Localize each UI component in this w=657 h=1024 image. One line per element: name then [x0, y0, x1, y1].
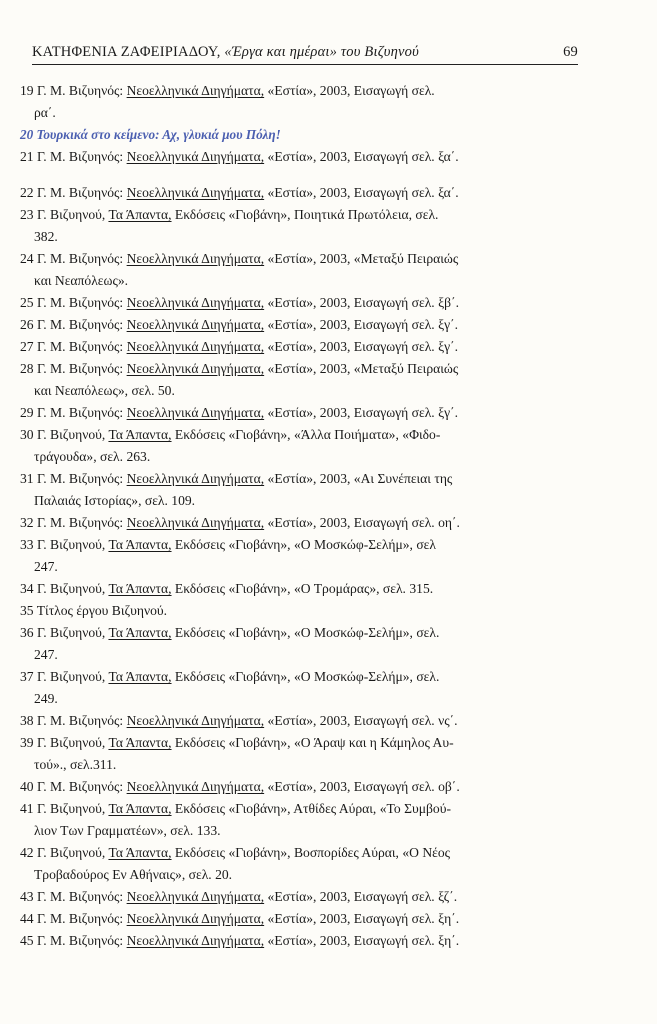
- footnote-citation: Εκδόσεις «Γιοβάνη», «Ο Μοσκώφ-Σελήμ», σελ: [171, 537, 436, 552]
- footnote-19: [20, 80, 568, 124]
- footnote-number: 20: [20, 127, 37, 142]
- footnote-author: Γ. Βιζυηνού,: [37, 735, 109, 750]
- footnote-citation: «Εστία», 2003, Εισαγωγή σελ. ξγ΄.: [264, 405, 459, 420]
- footnote-citation: «Εστία», 2003, Εισαγωγή σελ. ξγ΄.: [264, 339, 459, 354]
- footnote-citation: «Εστία», 2003, Εισαγωγή σελ. νς΄.: [264, 713, 458, 728]
- footnote-citation: Εκδόσεις «Γιοβάνη», «Ο Μοσκώφ-Σελήμ», σελ.: [171, 625, 440, 640]
- footnote-continuation: 382.: [34, 229, 58, 244]
- footnote-book-title: Νεοελληνικά Διηγήματα,: [126, 779, 265, 794]
- footnote-continuation: Τροβαδούρος Εν Αθήναις», σελ. 20.: [34, 867, 233, 882]
- footnote-citation: «Εστία», 2003, Εισαγωγή σελ. ξα΄.: [264, 185, 459, 200]
- footnote-continuation: τού»., σελ.311.: [34, 757, 117, 772]
- footnote-number: 33: [20, 537, 37, 552]
- footnote-citation: «Εστία», 2003, Εισαγωγή σελ.: [264, 83, 435, 98]
- footnote-citation: «Εστία», 2003, Εισαγωγή σελ. οη΄.: [264, 515, 460, 530]
- running-header: [32, 44, 578, 61]
- footnote-author: Γ. Βιζυηνού,: [37, 537, 109, 552]
- footnote-number: 24: [20, 251, 37, 266]
- footnote-author: Γ. Μ. Βιζυηνός:: [37, 317, 127, 332]
- footnote-author: Γ. Μ. Βιζυηνός:: [37, 779, 127, 794]
- footnote-37: [20, 666, 568, 710]
- footnote-author: Γ. Μ. Βιζυηνός:: [37, 405, 127, 420]
- footnote-number: 34: [20, 581, 37, 596]
- footnote-number: 35: [20, 603, 37, 618]
- footnote-number: 19: [20, 83, 37, 98]
- footnote-number: 25: [20, 295, 37, 310]
- footnote-number: 22: [20, 185, 37, 200]
- footnote-book-title: Τα Άπαντα,: [108, 207, 172, 222]
- footnote-24: [20, 248, 568, 292]
- header-work-title: «Έργα και ημέραι» του Βιζυηνού: [224, 44, 419, 60]
- footnote-42: [20, 842, 568, 886]
- footnote-28: [20, 358, 568, 402]
- footnote-author: Γ. Μ. Βιζυηνός:: [37, 911, 127, 926]
- footnote-number: 39: [20, 735, 37, 750]
- footnote-20: [20, 124, 568, 146]
- footnote-book-title: Νεοελληνικά Διηγήματα,: [126, 361, 265, 376]
- footnote-author: Γ. Βιζυηνού,: [37, 625, 109, 640]
- footnote-book-title: Νεοελληνικά Διηγήματα,: [126, 149, 265, 164]
- footnote-number: 32: [20, 515, 37, 530]
- footnote-25: [20, 292, 568, 314]
- footnote-34: [20, 578, 568, 600]
- footnote-author: Γ. Βιζυηνού,: [37, 207, 109, 222]
- footnote-citation: «Εστία», 2003, Εισαγωγή σελ. ξβ΄.: [264, 295, 459, 310]
- footnote-number: 28: [20, 361, 37, 376]
- footnote-continuation: ρα΄.: [34, 105, 56, 120]
- footnote-author: Γ. Βιζυηνού,: [37, 845, 109, 860]
- footnote-continuation: λιον Των Γραμματέων», σελ. 133.: [34, 823, 221, 838]
- footnote-31: [20, 468, 568, 512]
- footnote-number: 45: [20, 933, 37, 948]
- footnote-29: [20, 402, 568, 424]
- footnote-citation: Εκδόσεις «Γιοβάνη», Ποιητικά Πρωτόλεια, σελ.: [171, 207, 439, 222]
- footnote-number: 27: [20, 339, 37, 354]
- footnote-author: Γ. Μ. Βιζυηνός:: [37, 515, 127, 530]
- footnote-number: 43: [20, 889, 37, 904]
- footnote-author: Τουρκικά στο κείμενο: Αχ, γλυκιά μου Πόλη!: [36, 127, 281, 142]
- footnote-44: [20, 908, 568, 930]
- footnote-continuation: 247.: [34, 647, 58, 662]
- footnote-40: [20, 776, 568, 798]
- footnote-citation: «Εστία», 2003, Εισαγωγή σελ. ξζ΄.: [264, 889, 458, 904]
- header-rule: [32, 64, 578, 65]
- footnote-21: [20, 146, 568, 168]
- footnote-32: [20, 512, 568, 534]
- footnote-number: 41: [20, 801, 37, 816]
- footnote-book-title: Νεοελληνικά Διηγήματα,: [126, 889, 265, 904]
- footnote-author: Γ. Μ. Βιζυηνός:: [37, 83, 127, 98]
- footnote-citation: «Εστία», 2003, Εισαγωγή σελ. ξα΄.: [264, 149, 459, 164]
- footnote-author: Γ. Μ. Βιζυηνός:: [37, 889, 127, 904]
- footnote-citation: «Εστία», 2003, «Μεταξύ Πειραιώς: [264, 361, 459, 376]
- footnote-26: [20, 314, 568, 336]
- footnote-book-title: Τα Άπαντα,: [108, 669, 172, 684]
- footnote-author: Τίτλος έργου Βιζυηνού.: [36, 603, 168, 618]
- footnote-number: 42: [20, 845, 37, 860]
- footnote-number: 37: [20, 669, 37, 684]
- footnote-book-title: Τα Άπαντα,: [108, 625, 172, 640]
- footnote-book-title: Νεοελληνικά Διηγήματα,: [126, 515, 265, 530]
- footnote-citation: «Εστία», 2003, Εισαγωγή σελ. οβ΄.: [264, 779, 460, 794]
- footnote-35: [20, 600, 568, 622]
- footnote-41: [20, 798, 568, 842]
- footnote-27: [20, 336, 568, 358]
- footnote-book-title: Τα Άπαντα,: [108, 845, 172, 860]
- footnote-author: Γ. Βιζυηνού,: [37, 669, 109, 684]
- footnote-33: [20, 534, 568, 578]
- footnote-book-title: Νεοελληνικά Διηγήματα,: [126, 185, 265, 200]
- footnote-author: Γ. Μ. Βιζυηνός:: [37, 339, 127, 354]
- footnote-number: 31: [20, 471, 37, 486]
- footnote-book-title: Νεοελληνικά Διηγήματα,: [126, 295, 265, 310]
- footnote-author: Γ. Μ. Βιζυηνός:: [37, 471, 127, 486]
- footnote-number: 30: [20, 427, 37, 442]
- footnote-citation: Εκδόσεις «Γιοβάνη», «Ο Μοσκώφ-Σελήμ», σελ.: [171, 669, 440, 684]
- header-title: [32, 44, 419, 61]
- footnote-number: 26: [20, 317, 37, 332]
- footnote-author: Γ. Μ. Βιζυηνός:: [37, 361, 127, 376]
- footnote-author: Γ. Μ. Βιζυηνός:: [37, 713, 127, 728]
- footnote-book-title: Τα Άπαντα,: [108, 427, 172, 442]
- footnote-author: Γ. Μ. Βιζυηνός:: [37, 149, 127, 164]
- footnote-author: Γ. Βιζυηνού,: [37, 581, 109, 596]
- footnote-number: 36: [20, 625, 37, 640]
- footnote-number: 21: [20, 149, 37, 164]
- footnote-book-title: Νεοελληνικά Διηγήματα,: [126, 911, 265, 926]
- footnote-number: 44: [20, 911, 37, 926]
- footnote-continuation: και Νεαπόλεως», σελ. 50.: [34, 383, 175, 398]
- footnote-author: Γ. Μ. Βιζυηνός:: [37, 295, 127, 310]
- footnote-citation: Εκδόσεις «Γιοβάνη», «Άλλα Ποιήματα», «Φιδο-: [171, 427, 441, 442]
- footnote-citation: Εκδόσεις «Γιοβάνη», «Ο Άραψ και η Κάμηλος Αυ-: [171, 735, 454, 750]
- footnote-number: 29: [20, 405, 37, 420]
- footnote-author: Γ. Μ. Βιζυηνός:: [37, 933, 127, 948]
- footnote-citation: Εκδόσεις «Γιοβάνη», «Ο Τρομάρας», σελ. 315.: [171, 581, 434, 596]
- footnote-citation: «Εστία», 2003, Εισαγωγή σελ. ξη΄.: [264, 911, 460, 926]
- footnote-book-title: Τα Άπαντα,: [108, 735, 172, 750]
- footnote-23: [20, 204, 568, 248]
- page-number: 69: [563, 44, 578, 60]
- footnote-45: [20, 930, 568, 952]
- footnote-30: [20, 424, 568, 468]
- footnote-book-title: Νεοελληνικά Διηγήματα,: [126, 339, 265, 354]
- footnote-citation: «Εστία», 2003, Εισαγωγή σελ. ξη΄.: [264, 933, 460, 948]
- footnote-43: [20, 886, 568, 908]
- footnote-book-title: Τα Άπαντα,: [108, 801, 172, 816]
- footnote-citation: «Εστία», 2003, «Αι Συνέπειαι της: [264, 471, 453, 486]
- footnote-36: [20, 622, 568, 666]
- footnote-author: Γ. Βιζυηνού,: [37, 427, 109, 442]
- footnote-citation: Εκδόσεις «Γιοβάνη», Βοσπορίδες Αύραι, «Ο Νέος: [171, 845, 451, 860]
- footnote-book-title: Νεοελληνικά Διηγήματα,: [126, 933, 265, 948]
- footnote-continuation: και Νεαπόλεως».: [34, 273, 129, 288]
- footnote-continuation: 247.: [34, 559, 58, 574]
- footnote-author: Γ. Μ. Βιζυηνός:: [37, 251, 127, 266]
- footnote-citation: «Εστία», 2003, «Μεταξύ Πειραιώς: [264, 251, 459, 266]
- footnote-book-title: Νεοελληνικά Διηγήματα,: [126, 317, 265, 332]
- footnote-citation: Εκδόσεις «Γιοβάνη», Ατθίδες Αύραι, «Το Συμβού-: [171, 801, 451, 816]
- footnote-author: Γ. Βιζυηνού,: [37, 801, 109, 816]
- footnote-book-title: Τα Άπαντα,: [108, 581, 172, 596]
- footnotes-list: [20, 80, 568, 952]
- footnote-22: [20, 182, 568, 204]
- footnote-number: 23: [20, 207, 37, 222]
- footnote-number: 40: [20, 779, 37, 794]
- footnote-38: [20, 710, 568, 732]
- footnote-book-title: Νεοελληνικά Διηγήματα,: [126, 405, 265, 420]
- footnote-number: 38: [20, 713, 37, 728]
- footnote-book-title: Νεοελληνικά Διηγήματα,: [126, 251, 265, 266]
- footnote-continuation: Παλαιάς Ιστορίας», σελ. 109.: [34, 493, 196, 508]
- header-author: ΚΑΤΗΦΕΝΙΑ ΖΑΦΕΙΡΙΑΔΟΥ,: [32, 44, 225, 60]
- footnote-book-title: Τα Άπαντα,: [108, 537, 172, 552]
- footnote-book-title: Νεοελληνικά Διηγήματα,: [126, 471, 265, 486]
- footnote-39: [20, 732, 568, 776]
- footnote-continuation: τράγουδα», σελ. 263.: [34, 449, 151, 464]
- footnote-continuation: 249.: [34, 691, 58, 706]
- footnote-book-title: Νεοελληνικά Διηγήματα,: [126, 83, 265, 98]
- footnote-author: Γ. Μ. Βιζυηνός:: [37, 185, 127, 200]
- footnote-book-title: Νεοελληνικά Διηγήματα,: [126, 713, 265, 728]
- footnote-citation: «Εστία», 2003, Εισαγωγή σελ. ξγ΄.: [264, 317, 459, 332]
